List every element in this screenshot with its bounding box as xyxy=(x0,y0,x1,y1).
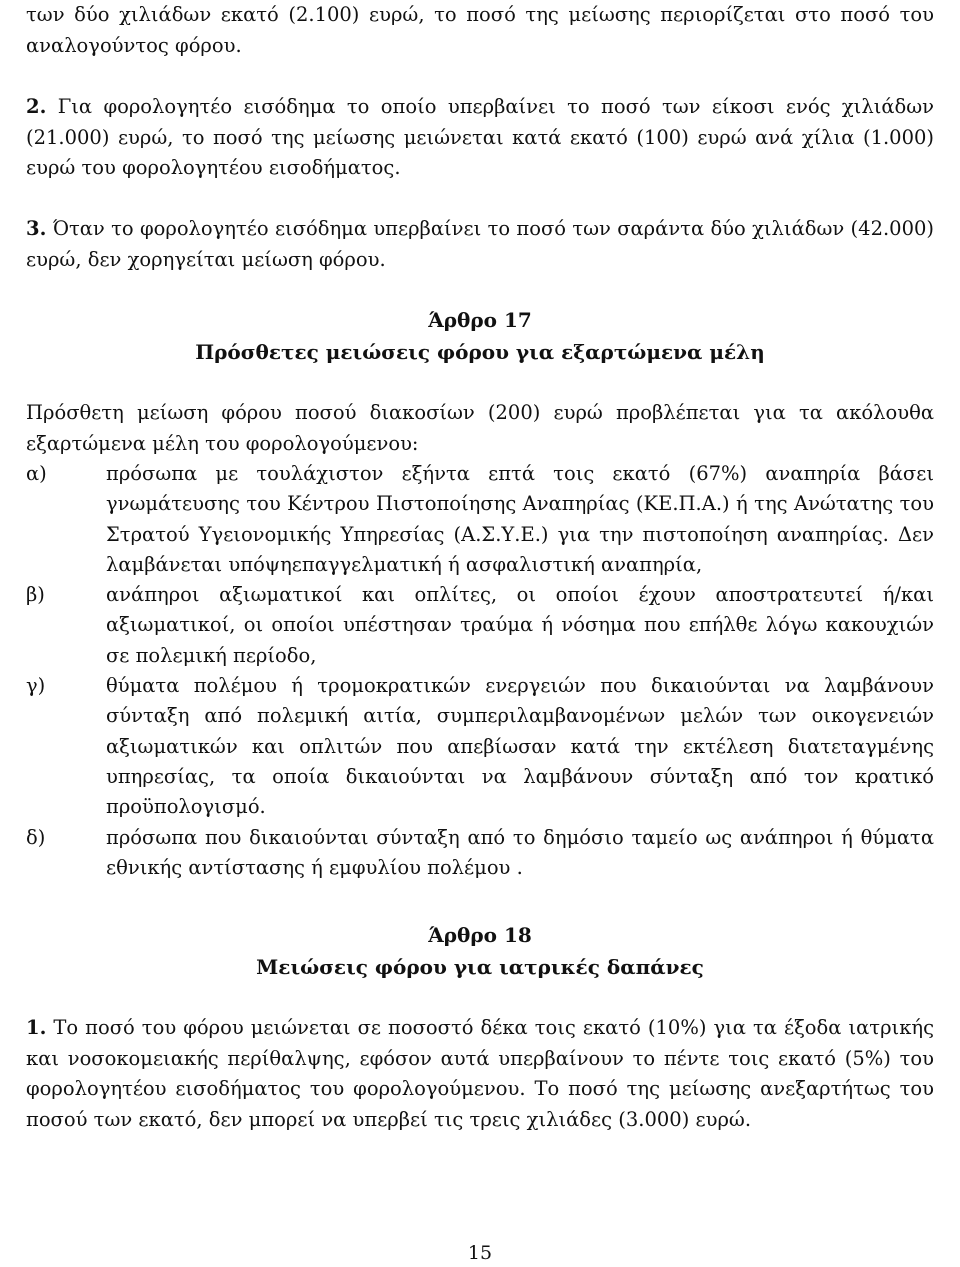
paragraph-2-text: Για φορολογητέο εισόδημα το οποίο υπερβαίνει το ποσό των είκοσι ενός χιλιάδων (21.000) ευρώ, το ποσό της μείωσης μειώνεται κατά εκατό (100) ευρώ ανά χίλια (1.000) ευρώ του φορολογητέου εισοδήματος. xyxy=(26,95,935,179)
article-17-list xyxy=(26,459,934,883)
list-item-label: δ) xyxy=(26,825,46,849)
intro-continuation xyxy=(26,0,934,61)
list-item-text: ανάπηροι αξιωματικοί και οπλίτες, οι οποίοι έχουν αποστρατευτεί ή/και αξιωματικοί, οι οποίοι υπέστησαν τραύμα ή νόσημα που επήλθε λόγω κακουχιών σε πολεμική περίοδο, xyxy=(106,583,934,667)
article-18-heading: Άρθρο 18 xyxy=(428,923,532,947)
intro-top-text: των δύο χιλιάδων εκατό (2.100) ευρώ, το ποσό της μείωσης περιορίζεται στο ποσό του αναλογούντος φόρου. xyxy=(26,3,934,57)
article-17-lead: Πρόσθετη μείωση φόρου ποσού διακοσίων (200) ευρώ προβλέπεται για τα ακόλουθα εξαρτώμενα μέλη του φορολογούμενου: xyxy=(26,401,934,455)
list-item-text: θύματα πολέμου ή τρομοκρατικών ενεργειών που δικαιούνται να λαμβάνουν σύνταξη από πολεμική αιτία, συμπεριλαμβανομένων μελών των οικογενειών αξιωματικών και οπλιτών που απεβίωσαν κατά την εκτέλεση διατεταγμένης υπηρεσίας, τα οποία δικαιούνται να λαμβάνουν σύνταξη από τον κρατικό προϋπολογισμό. xyxy=(106,674,934,819)
paragraph-2-number: 2. xyxy=(26,95,47,118)
list-item-text: πρόσωπα με τουλάχιστον εξήντα επτά τοις εκατό (67%) αναπηρία βάσει γνωμάτευσης του Κέντρου Πιστοποίησης Αναπηρίας (ΚΕ.Π.Α.) ή της Ανώτατης του Στρατού Υγειονομικής Υπηρεσίας (Α.Σ.Υ.Ε.) για την πιστοποίηση αναπηρίας. Δεν λαμβάνεται υπόψηεπαγγελματική ή ασφαλιστική αναπηρία, xyxy=(106,462,934,576)
list-item xyxy=(26,580,934,671)
paragraph-3-text: Όταν το φορολογητέο εισόδημα υπερβαίνει το ποσό των σαράντα δύο χιλιάδων (42.000) ευρώ, δεν χορηγείται μείωση φόρου. xyxy=(26,217,934,271)
page-number: 15 xyxy=(467,1242,493,1264)
list-item xyxy=(26,459,934,580)
paragraph-3 xyxy=(26,214,934,275)
article-18-title: Μειώσεις φόρου για ιατρικές δαπάνες xyxy=(256,955,704,979)
article-18-paragraph-1 xyxy=(26,1013,934,1135)
list-item-text: πρόσωπα που δικαιούνται σύνταξη από το δημόσιο ταμείο ως ανάπηροι ή θύματα εθνικής αντίστασης ή εμφυλίου πολέμου . xyxy=(106,825,934,879)
list-item-label: α) xyxy=(26,462,47,485)
article-18-p1-text: Το ποσό του φόρου μειώνεται σε ποσοστό δέκα τοις εκατό (10%) για τα έξοδα ιατρικής και νοσοκομειακής περίθαλψης, εφόσον αυτά υπερβαίνουν το πέντε τοις εκατό (5%) του φορολογητέου εισοδήματος του φορολογούμενου. Το ποσό της μείωσης ανεξαρτήτως του ποσού των εκατό, δεν μπορεί να υπερβεί τις τρεις χιλιάδες (3.000) ευρώ. xyxy=(26,1016,934,1131)
paragraph-2 xyxy=(26,92,934,184)
list-item-label: γ) xyxy=(26,674,46,698)
article-17-heading: Άρθρο 17 xyxy=(428,308,532,332)
paragraph-3-number: 3. xyxy=(26,217,47,240)
list-item xyxy=(26,823,934,884)
article-17-title: Πρόσθετες μειώσεις φόρου για εξαρτώμενα μέλη xyxy=(195,340,765,364)
article-18-p1-number: 1. xyxy=(26,1016,47,1039)
list-item xyxy=(26,671,934,822)
list-item-label: β) xyxy=(26,583,45,607)
